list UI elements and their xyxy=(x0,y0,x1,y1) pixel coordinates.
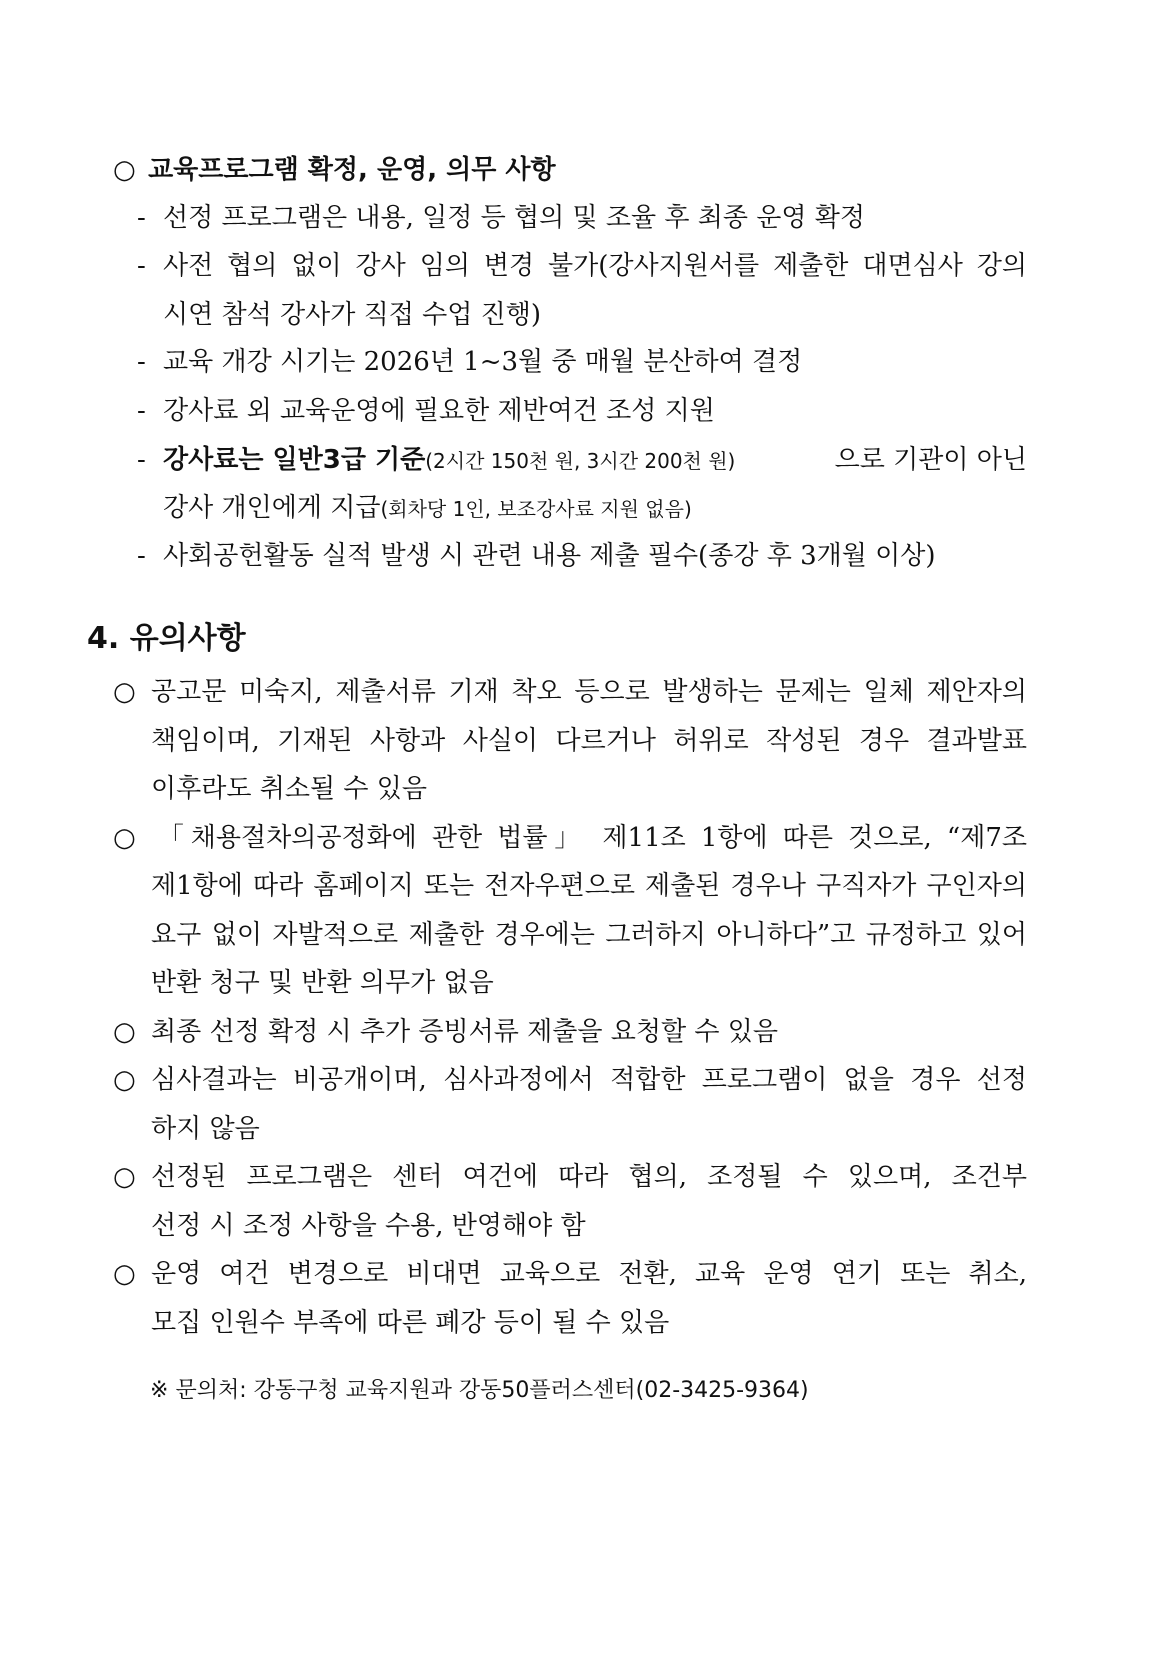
dash: - xyxy=(137,203,146,233)
notice-text: 선정 시 조정 사항을 수용, 반영해야 함 xyxy=(151,1210,586,1241)
list-item xyxy=(137,249,1027,283)
notice-item xyxy=(113,675,1027,709)
list-item-text: 으로 기관이 아닌 xyxy=(834,445,1027,475)
bullet-circle: ○ xyxy=(113,822,136,853)
dash: - xyxy=(137,396,146,426)
list-item-text: 교육 개강 시기는 2026년 1~3월 중 매월 분산하여 결정 xyxy=(163,347,803,377)
subsection-title xyxy=(113,153,556,187)
notice-text: 모집 인원수 부족에 따른 폐강 등이 될 수 있음 xyxy=(151,1307,670,1338)
list-item-continuation: 시연 참석 강사가 직접 수업 진행) xyxy=(163,300,541,330)
notice-text: 제1항에 따라 홈페이지 또는 전자우편으로 제출된 경우나 구직자가 구인자의 xyxy=(151,871,1027,901)
notice-text: 최종 선정 확정 시 추가 증빙서류 제출을 요청할 수 있음 xyxy=(151,1016,778,1047)
bullet-circle: ○ xyxy=(113,1162,136,1192)
notice-text: 하지 않음 xyxy=(151,1113,260,1144)
bullet-circle: ○ xyxy=(113,677,136,707)
notice-text: 반환 청구 및 반환 의무가 없음 xyxy=(151,968,494,998)
notice-text: 심사결과는 비공개이며, 심사과정에서 적합한 프로그램이 없을 경우 선정 xyxy=(151,1065,1027,1095)
list-item-continuation xyxy=(163,491,692,526)
reference-mark: ※ xyxy=(150,1378,169,1403)
notice-item xyxy=(113,1063,1027,1097)
payment-text: 강사 개인에게 지급 xyxy=(163,493,381,523)
notice-text: 요구 없이 자발적으로 제출한 경우에는 그러하지 아니하다”고 규정하고 있어 xyxy=(151,919,1027,950)
notice-item-continuation xyxy=(151,724,1027,758)
notice-item-continuation xyxy=(151,772,427,806)
subsection-title-text: 교육프로그램 확정, 운영, 의무 사항 xyxy=(148,155,556,185)
list-item xyxy=(137,201,865,235)
notice-text: 운영 여건 변경으로 비대면 교육으로 전환, 교육 운영 연기 또는 취소, xyxy=(151,1259,1027,1289)
bullet-circle: ○ xyxy=(113,1259,136,1289)
notice-item-continuation xyxy=(151,869,1027,903)
list-item xyxy=(137,539,936,573)
payment-detail: (회차당 1인, 보조강사료 지원 없음) xyxy=(380,497,692,521)
dash: - xyxy=(137,541,146,571)
instructor-fee-bold: 강사료는 일반3급 기준 xyxy=(163,445,426,475)
list-item-text: 사전 협의 없이 강사 임의 변경 불가(강사지원서를 제출한 대면심사 강의 xyxy=(163,251,1027,281)
bullet-circle: ○ xyxy=(113,1016,136,1047)
dash: - xyxy=(137,445,146,475)
notice-item-continuation xyxy=(151,966,494,1000)
dash: - xyxy=(137,347,146,377)
dash: - xyxy=(137,251,146,281)
notice-text: 선정된 프로그램은 센터 여건에 따라 협의, 조정될 수 있으며, 조건부 xyxy=(151,1162,1027,1192)
notice-item xyxy=(113,821,1027,855)
contact-note xyxy=(150,1374,809,1408)
notice-item xyxy=(113,1160,1027,1194)
list-item-text: 강사료 외 교육운영에 필요한 제반여건 조성 지원 xyxy=(163,396,715,426)
notice-item-continuation xyxy=(151,1209,586,1243)
notice-item-continuation xyxy=(151,1306,669,1340)
list-item xyxy=(137,345,802,379)
section-heading: 4. 유의사항 xyxy=(87,621,246,656)
list-item xyxy=(137,443,1027,478)
notice-text: 공고문 미숙지, 제출서류 기재 착오 등으로 발생하는 문제는 일체 제안자의 xyxy=(151,677,1027,707)
notice-text: 책임이며, 기재된 사항과 사실이 다르거나 허위로 작성된 경우 결과발표 xyxy=(151,725,1027,756)
list-item xyxy=(137,394,715,428)
notice-item xyxy=(113,1015,778,1049)
bullet-circle: ○ xyxy=(113,155,136,185)
list-item-text: 선정 프로그램은 내용, 일정 등 협의 및 조율 후 최종 운영 확정 xyxy=(163,203,865,233)
instructor-fee-detail: (2시간 150천 원, 3시간 200천 원) xyxy=(425,449,736,473)
contact-text: 문의처: 강동구청 교육지원과 강동50플러스센터(02-3425-9364) xyxy=(175,1378,809,1403)
notice-text: 이후라도 취소될 수 있음 xyxy=(151,774,427,804)
bullet-circle: ○ xyxy=(113,1065,136,1095)
notice-item-continuation xyxy=(151,918,1027,952)
notice-text: 「채용절차의공정화에 관한 법률」 제11조 1항에 따른 것으로, “제7조 xyxy=(151,822,1027,853)
notice-item-continuation xyxy=(151,1112,260,1146)
list-item-text: 사회공헌활동 실적 발생 시 관련 내용 제출 필수(종강 후 3개월 이상) xyxy=(163,541,936,571)
notice-item xyxy=(113,1257,1027,1291)
